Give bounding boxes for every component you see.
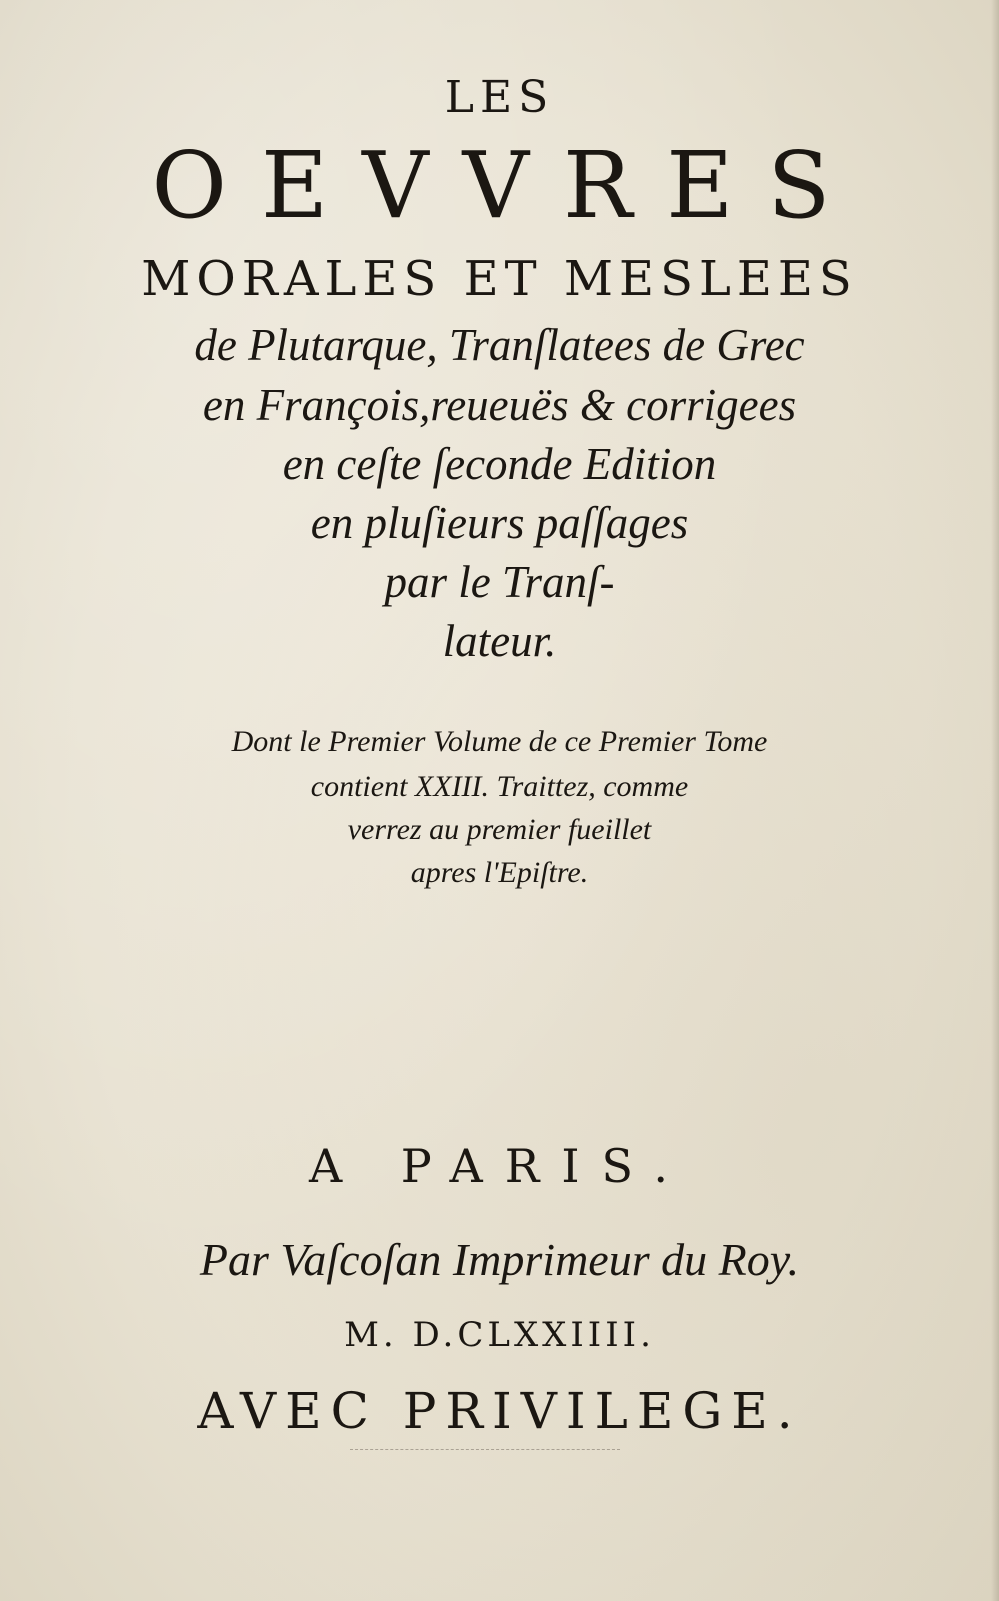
subtitle-line-4: en pluſieurs paſſages bbox=[310, 498, 689, 548]
title-les: LES bbox=[444, 72, 555, 123]
subtitle-line-2: en François,reueuës & corrigees bbox=[202, 380, 797, 430]
subtitle-line-6: lateur. bbox=[442, 616, 557, 666]
imprint-date: M. D.CLXXIIII. bbox=[344, 1315, 655, 1355]
imprint-printer: Par Vaſcoſan Imprimeur du Roy. bbox=[199, 1234, 800, 1285]
subtitle-line-5: par le Tranſ- bbox=[384, 557, 615, 607]
volume-note-line-4: apres l'Epiſtre. bbox=[410, 856, 589, 889]
volume-note-line-3: verrez au premier fueillet bbox=[347, 813, 652, 846]
volume-note-line-2: contient XXIII. Traittez, comme bbox=[310, 770, 689, 803]
subtitle-line-3: en ceſte ſeconde Edition bbox=[282, 439, 717, 489]
title-oeuvres: OEVVRES bbox=[151, 132, 865, 239]
privilege-notice: AVEC PRIVILEGE. bbox=[197, 1382, 802, 1440]
title-morales: MORALES ET MESLEES bbox=[141, 251, 858, 307]
volume-note-line-1: Dont le Premier Volume de ce Premier Tome bbox=[231, 725, 768, 758]
imprint-city: A PARIS. bbox=[308, 1139, 691, 1193]
bottom-rule bbox=[350, 1449, 620, 1450]
subtitle-line-1: de Plutarque, Tranſlatees de Grec bbox=[194, 320, 805, 370]
